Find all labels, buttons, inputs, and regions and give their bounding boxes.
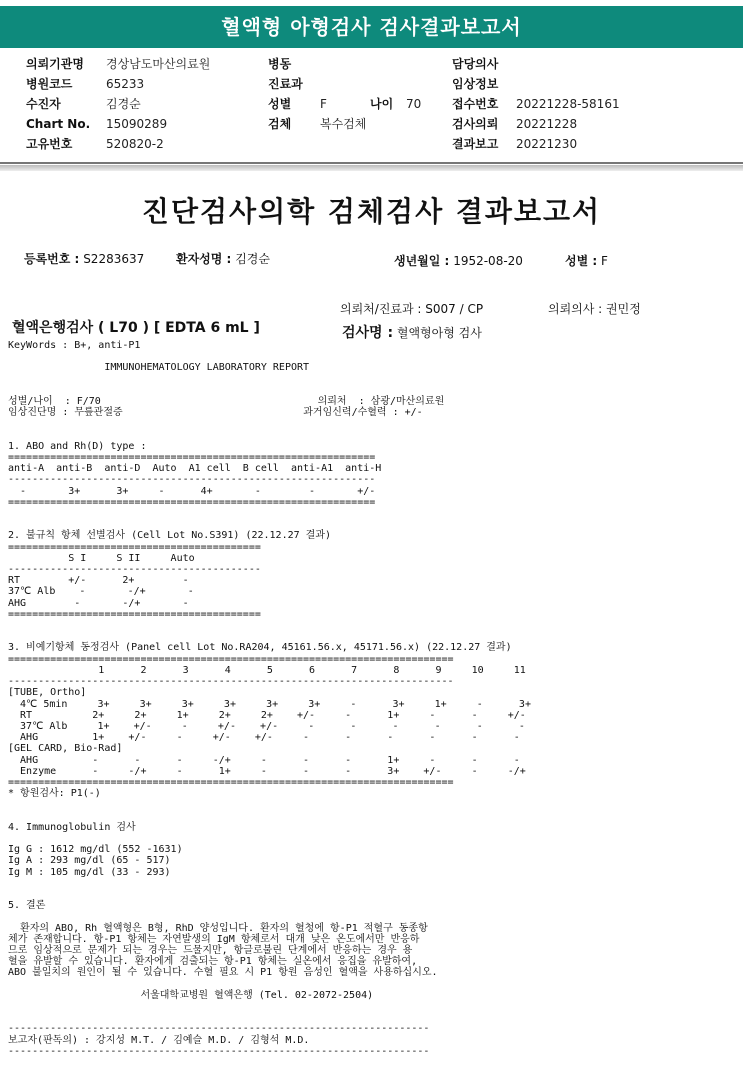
report-line: -------------------------------------------------------------------------- <box>8 676 454 688</box>
report-line: 3. 비예기항체 동정검사 (Panel cell Lot No.RA204, 45161.56.x, 45171.56.x) (22.12.27 결과) <box>8 642 512 654</box>
chart-value: 15090289 <box>106 117 168 131</box>
patient-value: 김경순 <box>106 97 141 111</box>
report-line: ------------------------------------------------------------- <box>8 474 376 486</box>
birth-date-value: 1952-08-20 <box>453 254 523 268</box>
report-line: [TUBE, Ortho] <box>8 687 87 699</box>
report-line <box>8 911 531 922</box>
header-row-1 <box>0 54 743 74</box>
report-line: 4℃ 5min 3+ 3+ 3+ 3+ 3+ 3+ - 3+ 1+ - 3+ <box>8 698 531 710</box>
report-line <box>8 889 531 900</box>
report-line: S I S II Auto <box>8 552 195 564</box>
report-line: 서울대학교병원 혈액은행 (Tel. 02-2072-2504) <box>8 989 374 1001</box>
report-line: ========================================== <box>8 541 261 553</box>
specimen-value: 복수검체 <box>320 117 367 131</box>
report-line <box>8 519 531 530</box>
report-body-text <box>8 340 531 1057</box>
report-date-label: 결과보고 <box>452 137 499 151</box>
clinical-label: 임상정보 <box>452 77 499 91</box>
report-line: ------------------------------------------ <box>8 564 261 576</box>
patient-label: 수진자 <box>26 97 61 111</box>
report-line: Ig M : 105 mg/dl (33 - 293) <box>8 866 171 878</box>
header-divider <box>0 162 743 164</box>
report-line: 므로 임상적으로 문제가 되는 경우는 드물지만, 항글로불린 단계에서 반응하는 경우 용 <box>8 944 413 956</box>
report-line: 1 2 3 4 5 6 7 8 9 10 11 <box>8 664 526 676</box>
chart-label: Chart No. <box>26 117 91 131</box>
report-date-value: 20221230 <box>516 137 578 151</box>
report-line: AHG - - - -/+ - - - 1+ - - - <box>8 754 520 766</box>
report-line <box>8 620 531 631</box>
hospital-code-value: 65233 <box>106 77 145 91</box>
report-line: ============================================================= <box>8 452 376 464</box>
report-line: AHG 1+ +/- - +/- +/- - - - - - - <box>8 732 520 744</box>
report-line: RT +/- 2+ - <box>8 575 189 587</box>
registration-label: 등록번호 : <box>24 252 80 266</box>
report-line: [GEL CARD, Bio-Rad] <box>8 743 123 755</box>
report-line: Ig A : 293 mg/dl (65 - 517) <box>8 855 171 867</box>
report-line <box>8 385 531 396</box>
report-line: Ig G : 1612 mg/dl (552 -1631) <box>8 844 183 856</box>
report-line <box>8 374 531 385</box>
header-row-3 <box>0 94 743 114</box>
request-info-header <box>0 52 743 162</box>
patient-name-value: 김경순 <box>235 252 270 266</box>
registration-no <box>24 250 144 267</box>
test-name <box>342 322 482 342</box>
doc-sex <box>565 252 608 269</box>
report-line <box>8 351 531 362</box>
report-line: ========================================== <box>8 608 261 620</box>
report-line <box>8 631 531 642</box>
report-line: ABO 불일치의 원인이 될 수 있습니다. 수혈 필요 시 P1 항원 음성인 혈액을 사용하십시오. <box>8 967 438 979</box>
specimen-label: 검체 <box>268 117 292 131</box>
birth-date <box>394 252 523 269</box>
doc-sex-value: F <box>601 254 608 268</box>
birth-date-label: 생년월일 : <box>394 254 450 268</box>
report-line: 37℃ Alb - -/+ - <box>8 586 194 598</box>
test-name-value: 혈액형아형 검사 <box>396 326 482 340</box>
report-line: 성별/나이 : F/70 의뢰처 : 삼광/마산의료원 <box>8 396 445 408</box>
report-line: 4. Immunoglobulin 검사 <box>8 821 136 833</box>
report-line: 환자의 ABO, Rh 혈액형은 B형, RhD 양성입니다. 환자의 혈청에 항-P1 적혈구 동종항 <box>8 922 428 934</box>
report-line: 혈을 유발할 수 있습니다. 환자에게 검출되는 항-P1 항체는 실온에서 응집을 유발하여, <box>8 956 418 968</box>
institution-value: 경상남도마산의료원 <box>106 57 211 71</box>
report-line <box>8 1012 531 1023</box>
report-line <box>8 1001 531 1012</box>
registration-value: S2283637 <box>83 252 145 266</box>
patient-name <box>176 250 270 267</box>
request-date-label: 검사의뢰 <box>452 117 499 131</box>
referring-doctor: 의뢰의사 : 권민정 <box>548 302 641 316</box>
report-line: ========================================================================== <box>8 653 454 665</box>
report-line <box>8 418 531 429</box>
report-banner-title: 혈액형 아형검사 검사결과보고서 <box>0 6 743 48</box>
report-line: anti-A anti-B anti-D Auto A1 cell B cell anti-A1 anti-H <box>8 463 382 475</box>
referral-dept: 의뢰처/진료과 : S007 / CP <box>340 302 484 316</box>
report-line: RT 2+ 2+ 1+ 2+ 2+ +/- - 1+ - - +/- <box>8 709 526 721</box>
report-line <box>8 878 531 889</box>
request-date-value: 20221228 <box>516 117 578 131</box>
report-line <box>8 811 531 822</box>
doctor-label: 담당의사 <box>452 57 499 71</box>
report-line: ---------------------------------------------------------------------- <box>8 1045 430 1057</box>
report-line: 2. 불규칙 항체 선별검사 (Cell Lot No.S391) (22.12.27 결과) <box>8 530 331 542</box>
report-line: 1. ABO and Rh(D) type : <box>8 440 147 452</box>
test-header: 혈액은행검사 ( L70 ) [ EDTA 6 mL ] <box>12 320 260 336</box>
sex-label: 성별 <box>268 97 292 111</box>
header-row-2 <box>0 74 743 94</box>
report-line <box>8 508 531 519</box>
divider-shadow <box>0 165 743 171</box>
patient-name-label: 환자성명 : <box>176 252 232 266</box>
header-row-4 <box>0 114 743 134</box>
dept-label: 진료과 <box>268 77 303 91</box>
report-line: - 3+ 3+ - 4+ - - +/- <box>8 485 376 497</box>
report-line: KeyWords : B+, anti-P1 <box>8 340 141 351</box>
header-row-5 <box>0 134 743 154</box>
document-title: 진단검사의학 검체검사 결과보고서 <box>141 195 602 228</box>
ward-label: 병동 <box>268 57 292 71</box>
report-line <box>8 979 531 990</box>
report-line <box>8 430 531 441</box>
report-line: ========================================================================== <box>8 776 454 788</box>
unique-no-label: 고유번호 <box>26 137 73 151</box>
unique-no-value: 520820-2 <box>106 137 164 151</box>
report-line <box>8 799 531 810</box>
report-line: AHG - -/+ - <box>8 597 189 609</box>
report-line: 5. 결론 <box>8 900 46 912</box>
report-line: Enzyme - -/+ - 1+ - - - 3+ +/- - -/+ <box>8 765 526 777</box>
report-line: 임상진단명 : 무릎관절증 과거임신력/수혈력 : +/- <box>8 407 423 419</box>
report-line <box>8 833 531 844</box>
report-line: 37℃ Alb 1+ +/- - +/- +/- - - - - - - <box>8 720 525 732</box>
institution-label: 의뢰기관명 <box>26 57 84 71</box>
report-line: ============================================================= <box>8 496 376 508</box>
report-line: 체가 존재합니다. 항-P1 항체는 자연발생의 IgM 항체로서 대개 낮은 온도에서만 반응하 <box>8 933 420 945</box>
test-name-label: 검사명 : <box>342 325 394 341</box>
report-line: * 항원검사: P1(-) <box>8 788 101 800</box>
receipt-label: 접수번호 <box>452 97 499 111</box>
lab-report-document <box>0 172 743 1086</box>
age-value: 70 <box>406 97 422 111</box>
report-line: 보고자(판독의) : 강지성 M.T. / 김예슬 M.D. / 김형석 M.D. <box>8 1034 310 1046</box>
sex-value: F <box>320 97 327 111</box>
report-line: ---------------------------------------------------------------------- <box>8 1023 430 1035</box>
hospital-code-label: 병원코드 <box>26 77 73 91</box>
receipt-value: 20221228-58161 <box>516 97 620 111</box>
report-line: IMMUNOHEMATOLOGY LABORATORY REPORT <box>8 362 310 374</box>
age-label: 나이 <box>370 97 394 111</box>
doc-sex-label: 성별 : <box>565 254 598 268</box>
